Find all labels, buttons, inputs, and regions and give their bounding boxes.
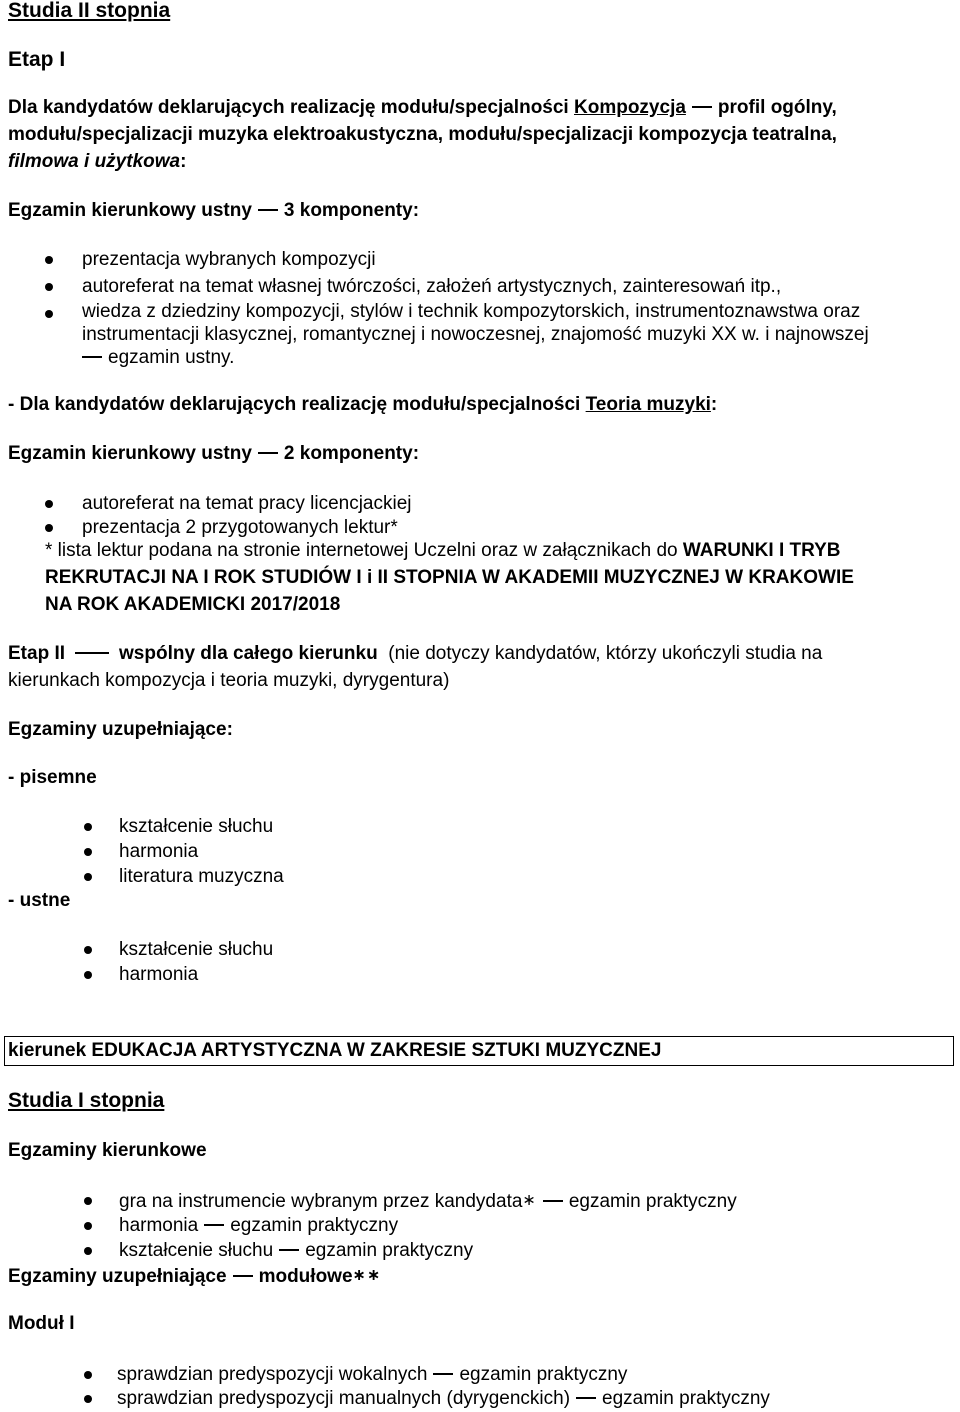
list-item (119, 1240, 473, 1262)
dash (204, 1224, 224, 1226)
intro-italic: filmowa i użytkowa (8, 151, 181, 172)
exam-type: egzamin praktyczny (305, 1240, 474, 1261)
etap-i-heading: Etap I (8, 48, 66, 71)
teoria-colon: : (710, 394, 718, 415)
bullet-icon (84, 971, 92, 979)
list-item: kształcenie słuchu (119, 816, 274, 837)
list-item (119, 1190, 737, 1213)
etap-ii-line-2: kierunkach kompozycja i teoria muzyki, dyrygentura) (8, 670, 450, 691)
intro-line-3 (8, 151, 186, 173)
exam-name: sprawdzian predyspozycji manualnych (dyrygenckich) (117, 1388, 571, 1409)
footnote-b: WARUNKI I TRYB (682, 540, 841, 561)
list-item-continued (82, 347, 234, 369)
bullet-icon (84, 946, 92, 954)
bullet-icon (84, 848, 92, 856)
bullet-icon (84, 1371, 92, 1379)
dash (233, 1275, 253, 1277)
list-item: harmonia (119, 841, 199, 862)
list-item: autoreferat na temat pracy licencjackiej (82, 493, 412, 514)
bullet-icon (84, 1222, 92, 1230)
bullet-icon (84, 873, 92, 881)
list-item (117, 1388, 770, 1410)
dash (692, 106, 712, 108)
exam-b-pre: Egzamin kierunkowy ustny (8, 443, 252, 464)
exam-type: egzamin praktyczny (602, 1388, 770, 1409)
dash (75, 652, 109, 654)
section-heading-studia-ii: Studia II stopnia (8, 0, 171, 22)
teoria-muzyki: Teoria muzyki (585, 394, 711, 415)
ustne-label: - ustne (8, 890, 71, 911)
exams-kierunkowe-heading: Egzaminy kierunkowe (8, 1140, 207, 1161)
teoria-a: - Dla kandydatów deklarujących realizację modułu/specjalności (8, 394, 586, 415)
bullet-icon (84, 1395, 92, 1403)
section-heading-studia-i: Studia I stopnia (8, 1089, 165, 1112)
pisemne-label: - pisemne (8, 767, 97, 788)
intro-kompozycja: Kompozycja (574, 97, 686, 118)
bullet-icon (45, 524, 53, 532)
dash (258, 209, 278, 211)
list-item (119, 1215, 398, 1237)
exam-a-pre: Egzamin kierunkowy ustny (8, 200, 252, 221)
exam-name: sprawdzian predyspozycji wokalnych (117, 1364, 428, 1385)
exam-a-post: 3 komponenty: (283, 200, 420, 221)
exam-type: egzamin praktyczny (230, 1215, 399, 1236)
list-item: literatura muzyczna (119, 866, 284, 887)
exam-name: harmonia (119, 1215, 199, 1236)
etap-ii-common: wspólny dla całego kierunku (119, 643, 378, 664)
dash (543, 1200, 563, 1202)
intro-text-b: profil ogólny, (717, 97, 837, 118)
bullet-icon (45, 283, 53, 291)
dash (82, 356, 102, 358)
list-item: autoreferat na temat własnej twórczości, założeń artystycznych, zainteresowań itp., (82, 276, 782, 297)
list-item: prezentacja wybranych kompozycji (82, 249, 376, 270)
bullet-icon (45, 310, 53, 318)
modular-a: Egzaminy uzupełniające (8, 1266, 227, 1287)
footnote-line-1 (45, 540, 841, 562)
list-item (117, 1364, 627, 1386)
dash (576, 1397, 596, 1399)
dash (258, 452, 278, 454)
etap-ii-note: (nie dotyczy kandydatów, którzy ukończyli studia na (388, 643, 823, 664)
exam-b-post: 2 komponenty: (283, 443, 420, 464)
bullet-icon (84, 1197, 92, 1205)
modular-exams-heading (8, 1265, 381, 1288)
footnote-star: ∗ (522, 1192, 537, 1209)
modular-b: modułowe (258, 1266, 353, 1287)
bullet-icon (45, 500, 53, 508)
footnote-a: * lista lektur podana na stronie internetowej Uczelni oraz w załącznikach do (45, 540, 683, 561)
etap-ii-label: Etap II (8, 643, 66, 664)
intro-line-2: modułu/specjalizacji muzyka elektroakustyczna, modułu/specjalizacji kompozycja teatralna, (8, 124, 837, 145)
supp-exams-heading: Egzaminy uzupełniające: (8, 719, 233, 740)
exam-type: egzamin praktyczny (459, 1364, 628, 1385)
intro-line-1 (8, 97, 837, 119)
dash (433, 1373, 453, 1375)
list-item: prezentacja 2 przygotowanych lektur* (82, 517, 398, 538)
section-box-title: kierunek EDUKACJA ARTYSTYCZNA W ZAKRESIE SZTUKI MUZYCZNEJ (8, 1040, 662, 1061)
etap-ii-line-1 (8, 643, 822, 665)
bullet-icon (45, 256, 53, 264)
teoria-line (8, 394, 717, 416)
dash (279, 1249, 299, 1251)
modul-i-heading: Moduł I (8, 1313, 75, 1334)
list-item: harmonia (119, 964, 199, 985)
list-item-continued: instrumentacji klasycznej, romantycznej i nowoczesnej, znajomość muzyki XX w. i najnowszej (82, 324, 869, 345)
footnote-line-3: NA ROK AKADEMICKI 2017/2018 (45, 594, 341, 615)
intro-colon: : (180, 151, 187, 172)
intro-text-a: Dla kandydatów deklarujących realizację modułu/specjalności (8, 97, 574, 118)
footnote-stars: ∗∗ (352, 1267, 382, 1284)
bullet-icon (84, 1247, 92, 1255)
list-item: wiedza z dziedziny kompozycji, stylów i technik kompozytorskich, instrumentoznawstwa oraz (82, 301, 861, 322)
exam-name: kształcenie słuchu (119, 1240, 274, 1261)
bullet-icon (84, 823, 92, 831)
exam-b-heading (8, 443, 419, 465)
list-item: kształcenie słuchu (119, 939, 274, 960)
exam-type: egzamin praktyczny (568, 1191, 737, 1212)
exam-a-heading (8, 200, 419, 222)
footnote-line-2: REKRUTACJI NA I ROK STUDIÓW I i II STOPNIA W AKADEMII MUZYCZNEJ W KRAKOWIE (45, 567, 854, 588)
list-item-tail: egzamin ustny. (108, 347, 235, 368)
exam-name: gra na instrumencie wybranym przez kandydata (119, 1191, 523, 1212)
